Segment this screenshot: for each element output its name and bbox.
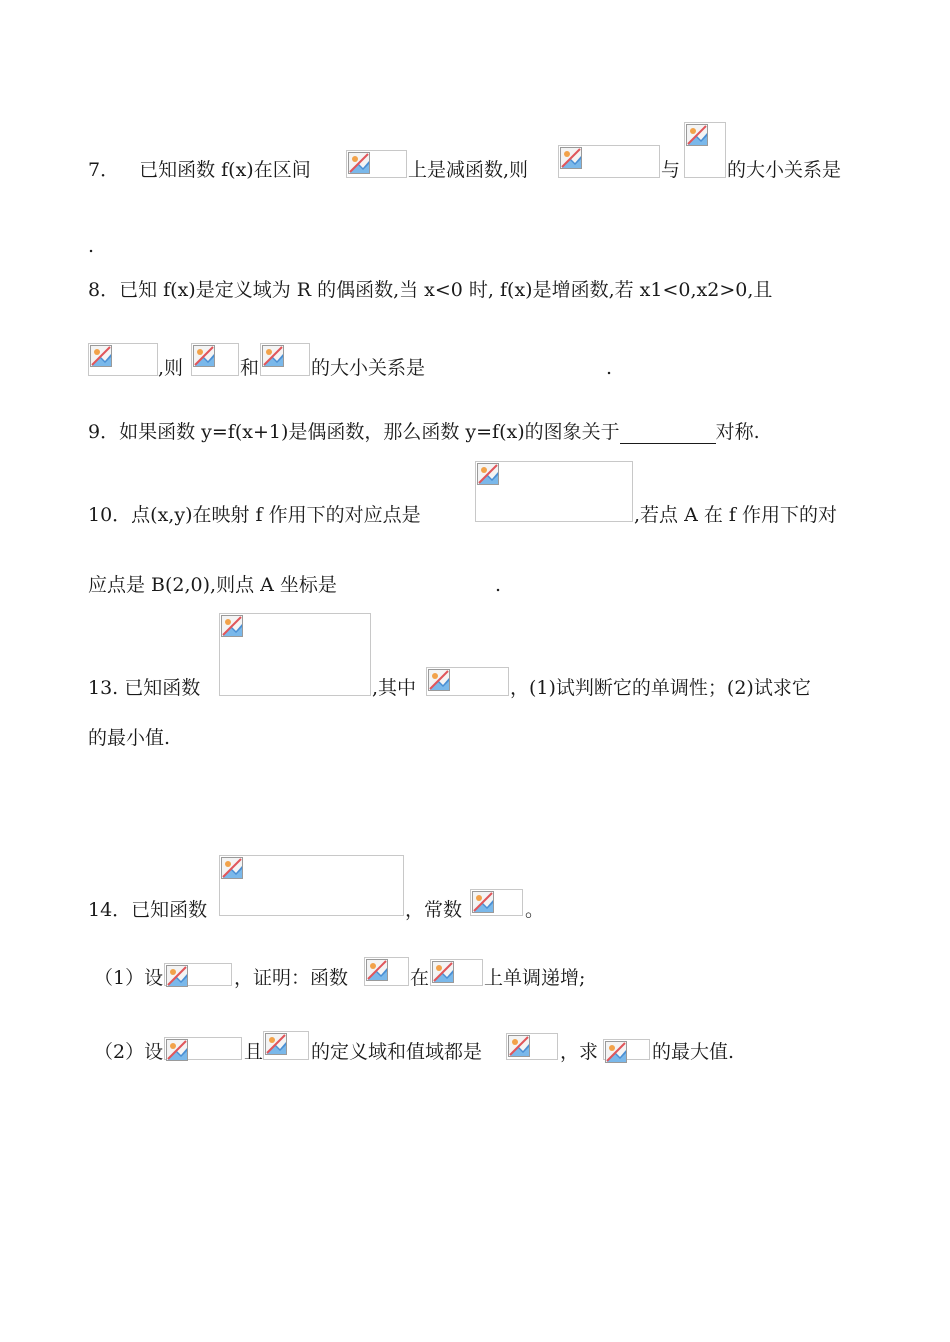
- q9-text-2: 对称.: [715, 421, 760, 443]
- q7-line1c: [661, 158, 680, 182]
- q14-text-1: 14．已知函数: [88, 899, 208, 921]
- q14-sub1-formula-image-2: [364, 957, 409, 986]
- q13-text-3: ，(1)试判断它的单调性；(2)试求它: [510, 677, 811, 699]
- q7-line1b: [408, 158, 528, 182]
- q14-line1: [88, 898, 207, 922]
- q14-sub1-text-4: 上单调递增;: [484, 967, 586, 989]
- q14-sub1-formula-image-1: [164, 963, 232, 986]
- q14-sub1-c: [410, 966, 429, 990]
- q14-sub2-text-5: 的最大值.: [652, 1041, 735, 1063]
- q14-sub2-formula-image-1: [164, 1037, 242, 1060]
- q14-sub2-text-1: （2）设: [94, 1041, 164, 1063]
- q8-text-4: 的大小关系是: [311, 357, 426, 379]
- q14-sub2-b: [244, 1040, 263, 1064]
- q10-line2b: [495, 573, 501, 597]
- q9-line: [88, 420, 760, 444]
- q7-number: 7．: [88, 159, 120, 181]
- q14-text-2: ，常数: [405, 899, 463, 921]
- q14-formula-image-1: [219, 855, 404, 916]
- q7-formula-image-1: [346, 150, 407, 178]
- q14-sub1-text-1: （1）设: [94, 967, 164, 989]
- q14-sub1-b: [234, 966, 348, 990]
- q13-line1c: [510, 676, 811, 700]
- q13-formula-image-2: [426, 667, 509, 696]
- q14-sub1-text-2: ，证明：函数: [234, 967, 349, 989]
- q7-text-1: 已知函数 f(x)在区间: [139, 159, 311, 181]
- q7-line1d: [727, 158, 841, 182]
- q14-sub2-d: [560, 1040, 598, 1064]
- q8-formula-image-2: [191, 343, 239, 376]
- q14-formula-image-2: [470, 889, 523, 916]
- q10-text-2: ,若点 A 在 f 作用下的对: [634, 504, 837, 526]
- q7-dot: .: [88, 235, 95, 257]
- q7-text-3: 与: [661, 159, 681, 181]
- q10-line1: [88, 503, 421, 527]
- q8-line2b: [240, 356, 259, 380]
- q7-text-2: 上是减函数,则: [408, 159, 529, 181]
- q14-sub2-text-3: 的定义域和值域都是: [311, 1041, 483, 1063]
- q8-formula-image-3: [260, 343, 310, 376]
- q8-text-3: 和: [240, 357, 260, 379]
- q7-formula-image-3: [684, 122, 726, 178]
- q7-line2: [88, 234, 94, 258]
- q10-text-1: 10．点(x,y)在映射 f 作用下的对应点是: [88, 504, 421, 526]
- q14-sub2-text-2: 且: [244, 1041, 264, 1063]
- q13-line2: [88, 726, 170, 750]
- q10-dot: .: [495, 574, 502, 596]
- q8-formula-image-1: [88, 343, 158, 376]
- q14-sub2-c: [311, 1040, 482, 1064]
- q14-sub1-a: [94, 966, 163, 990]
- q8-line2a: [158, 356, 183, 380]
- q14-sub1-formula-image-3: [430, 959, 483, 986]
- q14-sub2-text-4: ，求: [560, 1041, 599, 1063]
- q7-text-4: 的大小关系是: [727, 159, 842, 181]
- q14-sub2-a: [94, 1040, 163, 1064]
- q8-line2c: [311, 356, 425, 380]
- q13-text-4: 的最小值.: [88, 727, 171, 749]
- q8-dot: .: [606, 357, 613, 379]
- q14-sub1-text-3: 在: [410, 967, 430, 989]
- q13-line1: [88, 676, 200, 700]
- q14-text-3: 。: [525, 899, 545, 921]
- q13-line1b: [372, 676, 416, 700]
- q14-sub2-formula-image-4: [603, 1039, 650, 1060]
- q13-text-2: ,其中: [372, 677, 417, 699]
- q8-line2d: [606, 356, 612, 380]
- q9-text-1: 9．如果函数 y=f(x+1)是偶函数，那么函数 y=f(x)的图象关于: [88, 421, 620, 443]
- q13-formula-image-1: [219, 613, 371, 696]
- q10-text-3: 应点是 B(2,0),则点 A 坐标是: [88, 574, 337, 596]
- q9-answer-blank: [620, 423, 716, 444]
- q14-sub1-d: [484, 966, 585, 990]
- q7-formula-image-2: [558, 145, 660, 178]
- q8-line1: [88, 278, 772, 302]
- q14-sub2-e: [652, 1040, 734, 1064]
- q14-line1b: [405, 898, 462, 922]
- q14-sub2-formula-image-2: [263, 1031, 309, 1060]
- q7-line1: [88, 158, 311, 182]
- q8-text-1: 8．已知 f(x)是定义域为 R 的偶函数,当 x<0 时, f(x)是增函数,若 x1<0,x2>0,且: [88, 279, 773, 301]
- q13-text-1: 13. 已知函数: [88, 677, 201, 699]
- q10-line1b: [634, 503, 837, 527]
- q10-line2: [88, 573, 337, 597]
- q8-text-2: ,则: [158, 357, 184, 379]
- q14-sub2-formula-image-3: [506, 1033, 558, 1060]
- q14-line1c: [525, 898, 544, 922]
- q10-formula-image: [475, 461, 633, 522]
